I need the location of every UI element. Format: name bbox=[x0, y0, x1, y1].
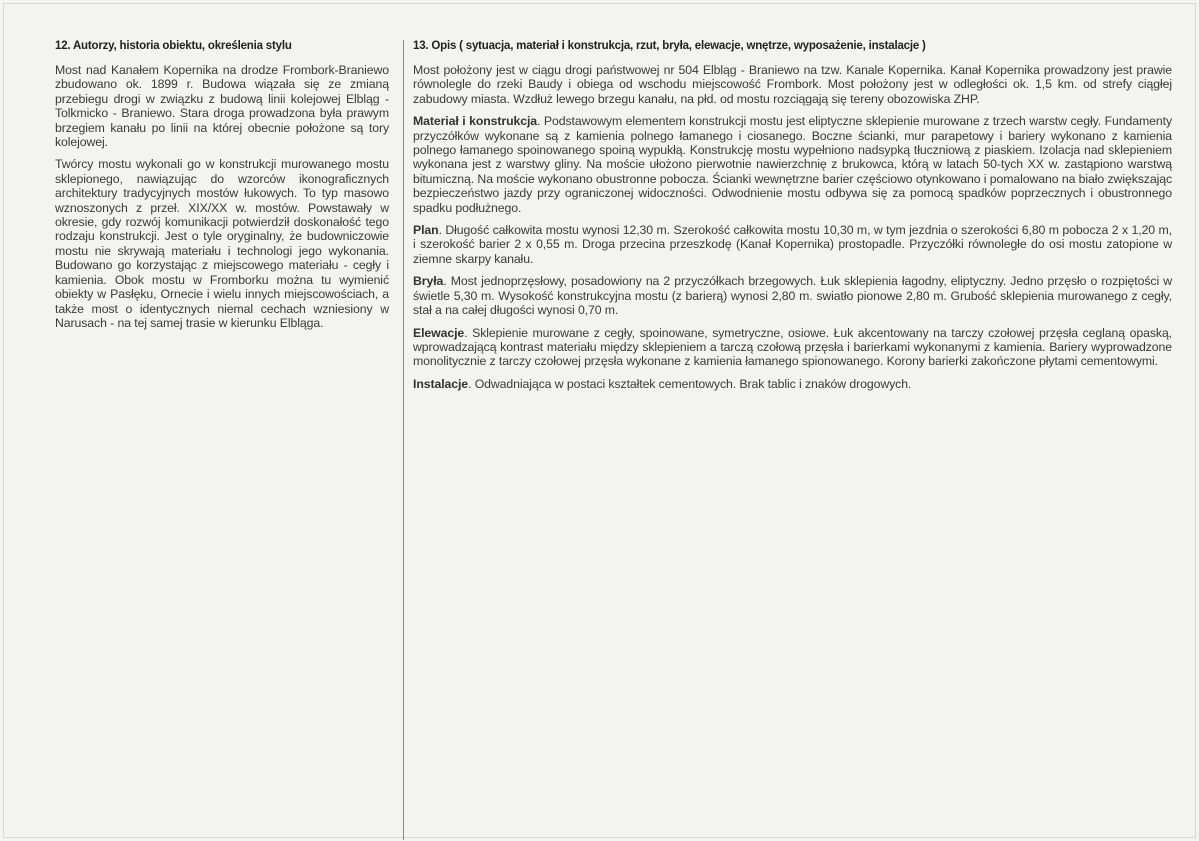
column-divider bbox=[403, 40, 404, 840]
section-12-paragraph: Most nad Kanałem Kopernika na drodze Frombork-Braniewo zbudowano ok. 1899 r. Budowa wiązała się ze zmianą przebiegu drogi w związku z budową linii kolejowej Elbląg - Tolkmicko - Braniewo. Stara droga prowadzona była prawym brzegiem kanału po linii na której obecnie położone są tory kolejowej. bbox=[55, 63, 389, 150]
paragraph-lead: Plan bbox=[413, 223, 439, 238]
elevations-paragraph bbox=[413, 326, 1172, 369]
form-paragraph bbox=[413, 274, 1172, 317]
situation-paragraph bbox=[413, 63, 1172, 106]
paragraph-text: Most położony jest w ciągu drogi państwowej nr 504 Elbląg - Braniewo na tzw. Kanale Kopernika. Kanał Kopernika prowadzony jest prawie równolegle do rzeki Baudy i obiega od wschodu miejscowość Frombork. Most położony jest w odległości ok. 1,5 km. od strefy ciągłej zabudowy miasta. Wzdłuż lewego brzegu kanału, na płd. od mostu rozciągają się tereny obozowiska ZHP. bbox=[413, 63, 1172, 106]
paragraph-lead: Materiał i konstrukcja bbox=[413, 114, 538, 129]
paragraph-lead: Bryła bbox=[413, 274, 444, 289]
plan-paragraph bbox=[413, 223, 1172, 266]
paragraph-text: . Długość całkowita mostu wynosi 12,30 m. Szerokość całkowita mostu 10,30 m, w tym jezdnia o szerokości 6,80 m pobocza 2 x 1,20 m, i szerokość barier 2 x 0,55 m. Droga przecina przeszkodę (Kanał Kopernika) prostopadle. Przyczółki równoległe do osi mostu zatopione w ziemne skarpy kanału. bbox=[413, 223, 1172, 266]
installations-paragraph bbox=[413, 377, 1172, 391]
paragraph-lead: Elewacje bbox=[413, 325, 465, 340]
section-12-paragraph: Twórcy mostu wykonali go w konstrukcji murowanego mostu sklepionego, nawiązując do wzorców ikonograficznych architektury tradycyjnych mostów łukowych. To typ masowo wznoszonych z przeł. XIX/XX w. mostów. Powstawały w okresie, gdy rozwój komunikacji potwierdził doskonałość tego rodzaju konstrukcji. Jest o tyle oryginalny, że budowniczowie mostu nie skrywają materiału i technologi jego wykonania. Budowano go korzystając z miejscowego materiału - cegły i kamienia. Obok mostu w Fromborku można tu wymienić obiekty w Pasłęku, Ornecie i wielu innych miejscowościach, a także most o identycznych niemal cechach wzniesiony w Narusach - na tej samej trasie w kierunku Elbląga. bbox=[55, 157, 389, 330]
section-12 bbox=[55, 40, 389, 338]
paragraph-text: . Sklepienie murowane z cegły, spoinowane, symetryczne, osiowe. Łuk akcentowany na tarczy czołowej przęsła ceglaną opaską, wprowadzającą kontrast materiału między sklepieniem a tarczą czołową przęsła i barierkami wykonanymi z kamienia. Bariery wyprowadzone monolitycznie z tarczy czołowej przęsła wykonane z kamienia łamanego spionowanego. Korony barierki zakończone płytami cementowymi. bbox=[413, 325, 1172, 369]
section-12-heading: 12. Autorzy, historia obiektu, określenia stylu bbox=[55, 40, 292, 52]
paragraph-text: . Odwadniająca w postaci kształtek cementowych. Brak tablic i znaków drogowych. bbox=[468, 376, 912, 391]
section-13-heading: 13. Opis ( sytuacja, materiał i konstrukcja, rzut, bryła, elewacje, wnętrze, wyposażenie, instalacje ) bbox=[413, 40, 926, 52]
section-13 bbox=[413, 40, 1172, 399]
paragraph-text: . Most jednoprzęsłowy, posadowiony na 2 przyczółkach brzegowych. Łuk sklepienia łagodny, eliptyczny. Jedno przęsło o rozpiętości w świetle 5,30 m. Wysokość konstrukcyjna mostu (z barierą) wynosi 2,80 m. swiatło pionowe 2,80 m. Grubość sklepienia murowanego z cegły, stał a na całej długości wynosi 0,70 m. bbox=[413, 274, 1172, 318]
material-paragraph bbox=[413, 114, 1172, 215]
paragraph-lead: Instalacje bbox=[413, 376, 469, 391]
paragraph-text: . Podstawowym elementem konstrukcji mostu jest eliptyczne sklepienie murowane z trzech warstw cegły. Fundamenty przyczółków wykonane są z kamienia polnego łamanego i ciosanego. Boczne ścianki, mur parapetowy i bariery wykonano z kamienia polnego łamanego spoinowanego spoiną wypukłą. Konstrukcję mostu wypełniono nadsypką tłuczniową z piaskiem. Izolacja nad sklepieniem wykonana jest z warstwy gliny. Na moście ułożono pierwotnie nawierzchnię z brukowca, którą w latach 50-tych XX w. zastąpiono warstwą bitumiczną. Na moście wykonano obustronne pobocza. Ścianki wewnętrzne barier częściowo otynkowano i pomalowano na biało zwiększając bezpieczeństwo jazdy przy ograniczonej widoczności. Odwodnienie mostu odbywa się za pomocą spadków poprzecznych i obustronnego spadku podłużnego. bbox=[413, 114, 1172, 215]
